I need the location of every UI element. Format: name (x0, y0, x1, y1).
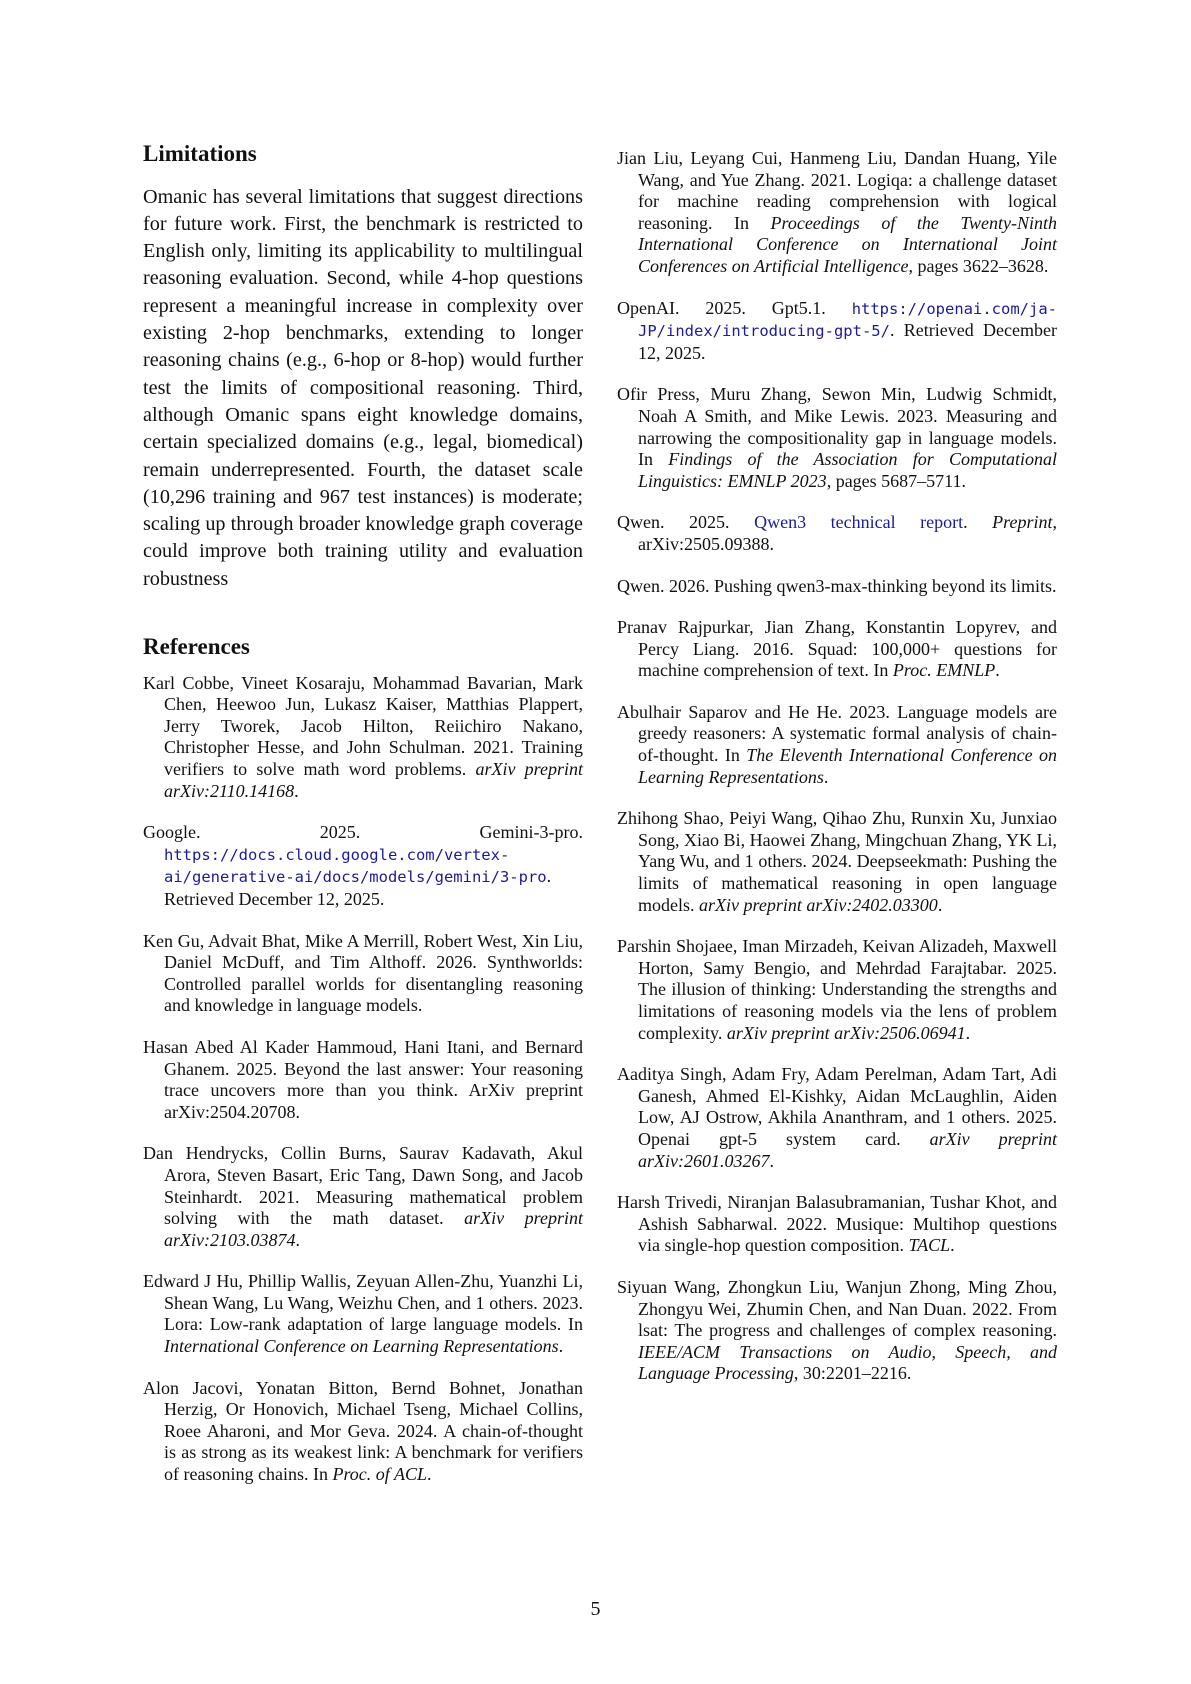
limitations-heading: Limitations (143, 141, 257, 166)
reference-venue: TACL (908, 1235, 951, 1256)
right-column (617, 148, 1057, 1405)
reference-tail: , arXiv:2505.09388. (638, 512, 1057, 554)
reference-tail: . Retrieved December 12, 2025. (164, 866, 552, 909)
left-column (143, 140, 583, 1506)
reference-text: Dan Hendrycks, Collin Burns, Saurav Kadavath, Akul Arora, Steven Basart, Eric Tang, Dawn Song, and Jacob Steinhardt. 2021. Measuring mathematical problem solving with the math dataset. (143, 1143, 583, 1229)
references-list-left (143, 673, 583, 1486)
reference-text: Alon Jacovi, Yonatan Bitton, Bernd Bohnet, Jonathan Herzig, Or Honovich, Michael Tseng, Michael Collins, Roee Aharoni, and Mor Geva. 2024. A chain-of-thought is as strong as its weakest link: A benchmark for verifiers of reasoning chains. In (143, 1377, 583, 1485)
reference-entry (143, 1271, 583, 1357)
reference-venue: arXiv preprint arXiv:2110.14168 (164, 759, 583, 801)
reference-text: Qwen. 2025. (617, 512, 755, 533)
reference-entry (617, 808, 1057, 916)
reference-text: Harsh Trivedi, Niranjan Balasubramanian, Tushar Khot, and Ashish Sabharwal. 2022. Musique: Multihop questions via single-hop question composition. (617, 1192, 1057, 1256)
reference-tail: . (950, 1235, 955, 1256)
reference-venue: The Eleventh International Conference on Learning Representations (638, 745, 1057, 787)
reference-tail: . (965, 1022, 971, 1043)
reference-venue: International Conference on Learning Representations (164, 1336, 559, 1357)
reference-entry (617, 1277, 1057, 1385)
reference-venue: Proc. EMNLP (892, 660, 996, 681)
reference-text: Jian Liu, Leyang Cui, Hanmeng Liu, Dandan Huang, Yile Wang, and Yue Zhang. 2021. Logiqa: a challenge dataset for machine reading comprehension with logical reasoning. In (617, 148, 1057, 233)
limitations-body: Omanic has several limitations that suggest directions for future work. First, the benchmark is restricted to English only, limiting its applicability to multilingual reasoning evaluation. Second, while 4-hop questions represent a meaningful increase in complexity over existing 2-hop benchmarks, extending to longer reasoning chains (e.g., 6-hop or 8-hop) would further test the limits of compositional reasoning. Third, although Omanic spans eight knowledge domains, certain specialized domains (e.g., legal, biomedical) remain underrepresented. Fourth, the dataset scale (10,296 training and 967 test instances) is moderate; scaling up through broader knowledge graph coverage could improve both training utility and evaluation robustness (143, 185, 583, 590)
reference-entry (143, 822, 583, 910)
reference-tail: . (295, 1229, 300, 1250)
reference-tail: . (769, 1150, 774, 1171)
reference-entry (617, 148, 1057, 278)
reference-venue: arXiv preprint arXiv:2601.03267 (638, 1128, 1057, 1171)
reference-text: Pranav Rajpurkar, Jian Zhang, Konstantin Lopyrev, and Percy Liang. 2016. Squad: 100,000+ questions for machine comprehension of text. In (617, 617, 1057, 681)
reference-entry (617, 1064, 1057, 1172)
reference-venue: arXiv preprint arXiv:2506.06941 (726, 1022, 966, 1043)
reference-tail: , pages 5687–5711. (826, 470, 967, 491)
reference-text: Abulhair Saparov and He He. 2023. Language models are greedy reasoners: A systematic formal analysis of chain-of-thought. In (617, 701, 1057, 766)
reference-venue: Proc. of ACL (332, 1464, 427, 1485)
reference-link[interactable]: Qwen3 technical report (754, 512, 964, 533)
reference-entry (617, 512, 1057, 555)
reference-text: Aaditya Singh, Adam Fry, Adam Perelman, Adam Tart, Adi Ganesh, Ahmed El-Kishky, Aidan McLaughlin, Aiden Low, AJ Ostrow, Akhila Ananthram, and 1 others. 2025. Openai gpt-5 system card. (617, 1064, 1057, 1149)
reference-text: Ofir Press, Muru Zhang, Sewon Min, Ludwig Schmidt, Noah A Smith, and Mike Lewis. 2023. Measuring and narrowing the compositionality gap in language models. In (617, 384, 1057, 470)
reference-venue: Preprint (992, 512, 1053, 533)
reference-text: Edward J Hu, Phillip Wallis, Zeyuan Allen-Zhu, Yuanzhi Li, Shean Wang, Lu Wang, Weizhu Chen, and 1 others. 2023. Lora: Low-rank adaptation of large language models. In (143, 1271, 583, 1335)
reference-entry (617, 298, 1057, 365)
reference-tail: . (937, 894, 943, 915)
reference-text: Zhihong Shao, Peiyi Wang, Qihao Zhu, Runxin Xu, Junxiao Song, Xiao Bi, Haowei Zhang, Mingchuan Zhang, YK Li, Yang Wu, and 1 others. 2024. Deepseekmath: Pushing the limits of mathematical reasoning in open language models. (617, 808, 1057, 915)
reference-entry (143, 1378, 583, 1486)
reference-tail: . (995, 660, 1000, 681)
reference-text-mid: . (963, 512, 993, 533)
reference-entry (617, 1192, 1057, 1257)
reference-entry (143, 1037, 583, 1123)
reference-text: Google. 2025. Gemini-3-pro. (143, 822, 583, 843)
references-list-right (617, 148, 1057, 1385)
reference-text: Ken Gu, Advait Bhat, Mike A Merrill, Robert West, Xin Liu, Daniel McDuff, and Tim Althoff. 2026. Synthworlds: Controlled parallel worlds for disentangling reasoning and knowledge in language models. (143, 930, 583, 1016)
reference-entry (617, 576, 1057, 598)
reference-tail: . (294, 780, 299, 801)
reference-entry (617, 384, 1057, 492)
reference-text: Parshin Shojaee, Iman Mirzadeh, Keivan Alizadeh, Maxwell Horton, Samy Bengio, and Mehrdad Farajtabar. 2025. The illusion of thinking: Understanding the strengths and limitations of reasoning models via the lens of problem complexity. (617, 936, 1057, 1043)
reference-text: Siyuan Wang, Zhongkun Liu, Wanjun Zhong, Ming Zhou, Zhongyu Wei, Zhumin Chen, and Nan Duan. 2022. From lsat: The progress and challenges of complex reasoning. (617, 1276, 1057, 1341)
reference-entry (617, 936, 1057, 1044)
reference-tail: . (558, 1336, 564, 1357)
reference-venue: IEEE/ACM Transactions on Audio, Speech, and Language Processing (638, 1341, 1057, 1384)
reference-text: Hasan Abed Al Kader Hammoud, Hani Itani, and Bernard Ghanem. 2025. Beyond the last answer: Your reasoning trace uncovers more than you think. ArXiv preprint arXiv:2504.20708. (143, 1036, 583, 1122)
reference-tail: . (426, 1464, 432, 1485)
references-heading: References (143, 634, 250, 660)
reference-text: OpenAI. 2025. Gpt5.1. (617, 297, 852, 318)
reference-entry (143, 931, 583, 1017)
reference-tail: . (823, 766, 829, 787)
reference-entry (617, 702, 1057, 788)
reference-venue: Findings of the Association for Computational Linguistics: EMNLP 2023 (638, 449, 1057, 491)
reference-tail: . Retrieved December 12, 2025. (638, 320, 1057, 363)
reference-entry (617, 617, 1057, 682)
reference-url-link[interactable]: https://docs.cloud.google.com/vertex-ai/generative-ai/docs/models/gemini/3-pro (164, 845, 547, 887)
reference-text: Qwen. 2026. Pushing qwen3-max-thinking beyond its limits. (617, 575, 1057, 596)
page-number: 5 (590, 1598, 601, 1620)
reference-venue: arXiv preprint arXiv:2402.03300 (699, 894, 938, 915)
reference-entry (143, 1143, 583, 1251)
reference-entry (143, 673, 583, 803)
reference-tail: , 30:2201–2216. (793, 1363, 912, 1384)
reference-venue: arXiv preprint arXiv:2103.03874 (164, 1208, 583, 1250)
reference-text: Karl Cobbe, Vineet Kosaraju, Mohammad Bavarian, Mark Chen, Heewoo Jun, Lukasz Kaiser, Matthias Plappert, Jerry Tworek, Jacob Hilton, Reiichiro Nakano, Christopher Hesse, and John Schulman. 2021. Training verifiers to solve math word problems. (143, 672, 583, 780)
reference-url-link[interactable]: https://openai.com/ja-JP/index/introducing-gpt-5/ (638, 299, 1057, 341)
reference-tail: , pages 3622–3628. (908, 255, 1049, 276)
reference-venue: Proceedings of the Twenty-Ninth International Conference on International Joint Conferences on Artificial Intelligence (638, 212, 1057, 276)
